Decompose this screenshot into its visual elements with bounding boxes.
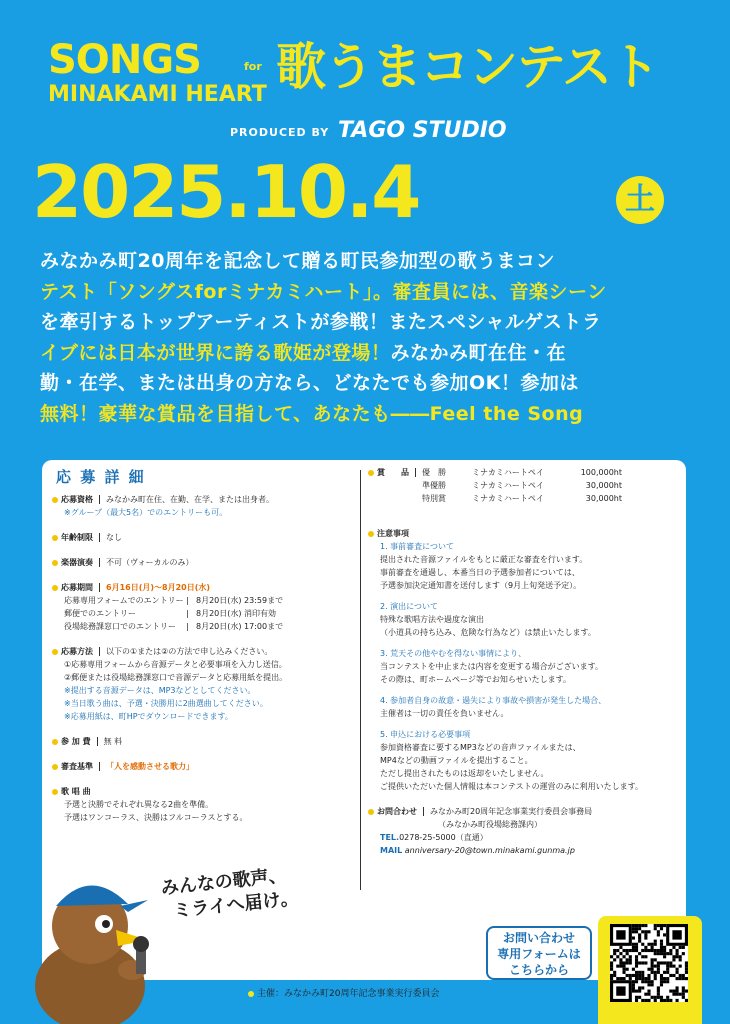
bullet-icon — [368, 470, 374, 476]
intro-text — [40, 246, 700, 429]
organizer-footer: 主催：みなかみ町20周年記念事業実行委員会 — [248, 986, 439, 999]
bullet-icon — [368, 531, 374, 537]
bullet-icon — [52, 789, 58, 795]
songs-line: 予選はワンコーラス、決勝はフルコーラスとする。 — [64, 813, 248, 822]
bullet-icon — [52, 764, 58, 770]
period-section: 応募期間 6月16日(月)～8月20日(水) 応募専用フォームでのエントリー | 8月20日(水) 23:59まで 郵便でのエントリー | 8月20日(水) 消印有効 役場総務課窓口でのエントリー | 8月20日(水) 17:00まで — [52, 581, 352, 633]
logo-minakami: MINAKAMI HEART — [48, 82, 267, 107]
logo-songs: SONGS — [48, 37, 201, 83]
prizes-section: 賞 品 優 勝 ミナカミハートペイ 100,000ht 準優勝 ミナカミハートペイ 30,000ht 特別賞 ミナカミハートペイ 30,000ht — [368, 466, 678, 505]
bullet-icon — [52, 739, 58, 745]
bullet-icon — [368, 809, 374, 815]
bullet-icon — [52, 560, 58, 566]
method-line: ②郵便または役場総務課窓口で音源データと応募用紙を提出。 — [64, 673, 288, 682]
produced-by: PRODUCED BY — [230, 126, 330, 139]
intro-line: 無料！豪華な賞品を目指して、あなたも――Feel the Song — [40, 402, 584, 425]
criteria-section: 審査基準 「人を感動させる歌力」 — [52, 760, 352, 773]
method-line: ※応募用紙は、町HPでダウンロードできます。 — [64, 712, 233, 721]
intro-line: を牽引するトップアーティストが参戦！またスペシャルゲストラ — [40, 311, 602, 333]
bullet-icon — [52, 497, 58, 503]
slogan: みんなの歌声、 ミライへ届け。 — [159, 865, 300, 922]
songs-section: 歌 唱 曲 予選と決勝でそれぞれ異なる2曲を準備。 予選はワンコーラス、決勝はフルコーラスとする。 — [52, 785, 352, 824]
method-line: ※当日歌う曲は、予選・決勝用に2曲選曲してください。 — [64, 699, 268, 708]
fee-section: 参 加 費 無 料 — [52, 735, 352, 748]
period-row: 役場総務課窓口でのエントリー | 8月20日(水) 17:00まで — [64, 622, 284, 631]
contact-section: お問合わせ みなかみ町20周年記念事業実行委員会事務局 （みなかみ町役場総務課内） TEL.0278-25-5000（直通） MAIL anniversary-20@town.minakami.gunma.jp — [368, 805, 678, 857]
column-divider — [360, 470, 361, 890]
note-item: 4. 参加者自身の故意・過失により事故や損害が発生した場合、 主催者は一切の責任を負いません。 — [380, 696, 607, 718]
method-line: ①応募専用フォームから音源データと必要事項を入力し送信。 — [64, 660, 287, 669]
intro-line: イブには日本が世界に誇る歌姫が登場！みなかみ町在住・在 — [40, 341, 566, 364]
note-item: 2. 演出について 特殊な歌唱方法や過度な演出 （小道具の持ち込み、危険な行為など）は禁止いたします。 — [380, 602, 596, 637]
logo-for: for — [244, 60, 262, 73]
logo-japanese-title: 歌うまコンテスト — [276, 38, 658, 96]
intro-line: みなかみ町20周年を記念して贈る町民参加型の歌うまコン — [40, 250, 555, 272]
bullet-icon — [52, 649, 58, 655]
songs-line: 予選と決勝でそれぞれ異なる2曲を準備。 — [64, 800, 214, 809]
details-column-left — [52, 466, 352, 836]
intro-line: 勤・在学、または出身の方なら、どなたでも参加OK！参加は — [40, 372, 579, 394]
prize-row: 優 勝 ミナカミハートペイ 100,000ht — [422, 468, 622, 477]
qualification-section: 応募資格 みなかみ町在住、在勤、在学、または出身者。 ※グループ（最大5名）でのエントリーも可。 — [52, 493, 352, 519]
qr-code-icon[interactable] — [610, 924, 688, 1002]
qr-code-box[interactable] — [598, 916, 702, 1024]
day-of-week-badge: 土 — [616, 176, 664, 224]
studio-name: TAGO STUDIO — [338, 118, 507, 143]
details-heading: 応 募 詳 細 — [56, 468, 146, 486]
contact-email-link[interactable]: anniversary-20@town.minakami.gunma.jp — [404, 846, 575, 855]
method-line: ※提出する音源データは、MP3などとしてください。 — [64, 686, 256, 695]
mascot-bird-icon — [20, 866, 170, 1024]
method-section: 応募方法 以下の①または②の方法で申し込みください。 ①応募専用フォームから音源データと必要事項を入力し送信。 ②郵便または役場総務課窓口で音源データと応募用紙を提出。 ※提出する音源データは、MP3などとしてください。 ※当日歌う曲は、予選・決勝用に2曲選曲してください。 ※応募用紙は、町HPでダウンロードできます。 — [52, 645, 352, 723]
details-column-right — [368, 466, 678, 869]
note-item: 3. 荒天その他やむを得ない事情により、 当コンテストを中止または内容を変更する場合がございます。 その際は、町ホームページ等でお知らせいたします。 — [380, 649, 604, 684]
prize-row: 特別賞 ミナカミハートペイ 30,000ht — [422, 494, 622, 503]
bullet-icon — [52, 585, 58, 591]
age-section: 年齢制限 なし — [52, 531, 352, 544]
period-row: 郵便でのエントリー | 8月20日(水) 消印有効 — [64, 609, 277, 618]
period-row: 応募専用フォームでのエントリー | 8月20日(水) 23:59まで — [64, 596, 284, 605]
instrument-section: 楽器演奏 不可（ヴォーカルのみ） — [52, 556, 352, 569]
contact-phone[interactable]: 0278-25-5000（直通） — [399, 833, 488, 842]
prize-row: 準優勝 ミナカミハートペイ 30,000ht — [422, 481, 622, 490]
contact-form-callout: お問い合わせ 専用フォームは こちらから — [486, 926, 592, 980]
note-item: 5. 申込における必要事項 参加資格審査に要するMP3などの音声ファイルまたは、 MP4などの動画ファイルを提出すること。 ただし提出されたものは返却をいたしません。 ご提供いただいた個人情報は本コンテストの運営のみに利用いたします。 — [380, 730, 644, 791]
bullet-icon — [248, 991, 254, 997]
notes-section: 注意事項 1. 事前審査について 提出された音源ファイルをもとに厳正な審査を行います。 事前審査を通過し、本番当日の予選参加者については、 予選参加決定通知書を送付します（9月上旬発送予定）。 2. 演出について 特殊な歌唱方法や過度な演出 （小道具の持ち込み、危険な行為など）は禁止いたします。 3. 荒天その他やむを得ない事情により、 当コンテストを中止または内容を変更する場合がございます。 その際は、町ホームページ等でお知らせいたします。 4. 参加者自身の故意・過失により事故や損害が発生した場合、 主催者は一切の責任を負いません。 5. 申込における必要事項 参加資格審査に要するMP3などの音声ファイルまたは、 MP4などの動画ファイルを提出すること。 ただし提出されたものは返却をいたしません。 ご提供いただいた個人情報は本コンテストの運営のみに利用いたします。 — [368, 527, 678, 793]
intro-line: テスト「ソングスforミナカミハート」。審査員には、音楽シーン — [40, 280, 607, 303]
event-date: 2025.10.4 — [32, 150, 420, 234]
note-item: 1. 事前審査について 提出された音源ファイルをもとに厳正な審査を行います。 事前審査を通過し、本番当日の予選参加者については、 予選参加決定通知書を送付します（9月上旬発送予定）。 — [380, 542, 588, 590]
bullet-icon — [52, 535, 58, 541]
